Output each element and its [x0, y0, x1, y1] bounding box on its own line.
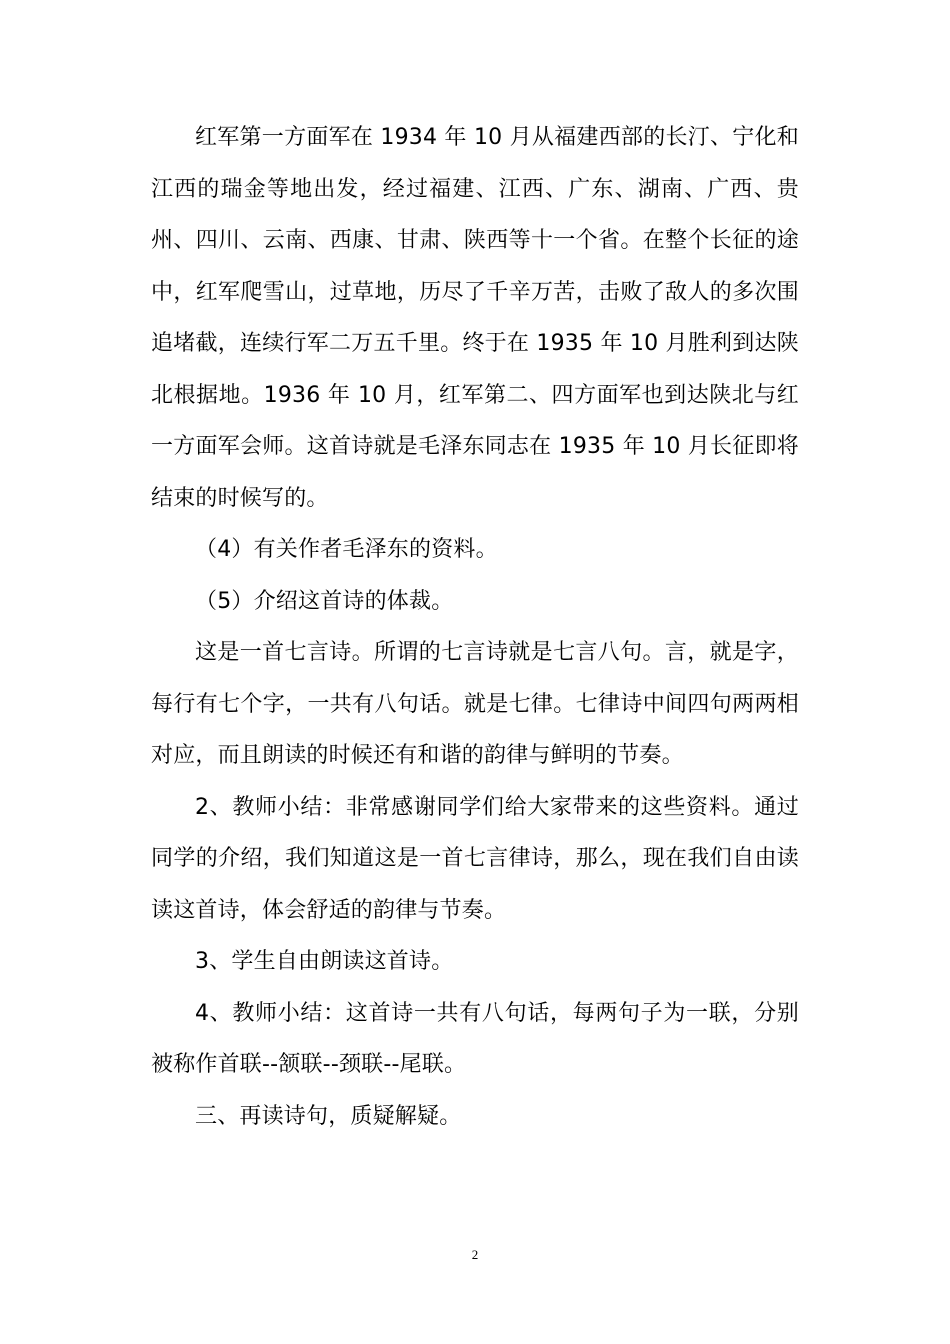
paragraph-author-info: （4）有关作者毛泽东的资料。: [195, 537, 498, 562]
paragraph-long-march-history: 红军第一方面军在 1934 年 10 月从福建西部的长汀、宁化和江西的瑞金等地出发，经过福建、江西、广东、湖南、广西、贵州、四川、云南、西康、甘肃、陕西等十一个省。在整个长征的途中，红军爬雪山，过草地，历尽了千辛万苦，击败了敌人的多次围追堵截，连续行军二万五千里。终于在 1935 年 10 月胜利到达陕北根据地。1936 年 10 月，红军第二、四方面军也到达陕北与红一方面军会师。这首诗就是毛泽东同志在 1935 年 10 月长征即将结束的时候写的。: [151, 125, 799, 511]
paragraph-poem-form: （5）介绍这首诗的体裁。: [195, 588, 454, 614]
paragraph-section-three-heading: 三、再读诗句，质疑解疑。: [195, 1103, 462, 1129]
paragraph-student-reading: 3、学生自由朗读这首诗。: [195, 949, 454, 974]
document-body: [151, 112, 799, 1142]
paragraph-teacher-summary-1: 2、教师小结：非常感谢同学们给大家带来的这些资料。通过同学的介绍，我们知道这是一首七言律诗，那么，现在我们自由读读这首诗，体会舒适的韵律与节奏。: [151, 794, 799, 923]
page-number: 2: [471, 1247, 479, 1262]
paragraph-seven-character-poem: 这是一首七言诗。所谓的七言诗就是七言八句。言，就是字，每行有七个字，一共有八句话。就是七律。七律诗中间四句两两相对应，而且朗读的时候还有和谐的韵律与鲜明的节奏。: [151, 640, 799, 768]
paragraph-teacher-summary-2: 4、教师小结：这首诗一共有八句话，每两句子为一联，分别被称作首联--颔联--颈联--尾联。: [151, 1000, 799, 1077]
